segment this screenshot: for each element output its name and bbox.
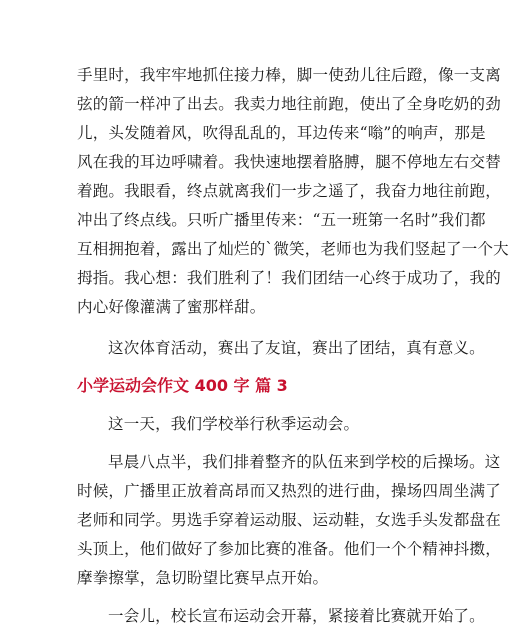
paragraph-4-line-4: 头顶上，他们做好了参加比赛的准备。他们一个个精神抖擞， — [77, 540, 501, 558]
paragraph-1-line-5: 着跑。我眼看，终点就离我们一步之遥了，我奋力地往前跑， — [77, 182, 501, 200]
paragraph-4-line-2: 时候，广播里正放着高昂而又热烈的进行曲，操场四周坐满了 — [77, 482, 501, 500]
paragraph-3-line-1: 这一天，我们学校举行秋季运动会。 — [108, 415, 360, 433]
paragraph-1-line-2: 弦的箭一样冲了出去。我卖力地往前跑，使出了全身吃奶的劲 — [77, 95, 501, 113]
paragraph-1-line-7: 互相拥抱着，露出了灿烂的`微笑，老师也为我们竖起了一个大 — [77, 240, 509, 258]
paragraph-1-line-3: 儿，头发随着风，吹得乱乱的，耳边传来“嗡”的响声，那是 — [77, 124, 486, 142]
section-heading: 小学运动会作文 400 字 篇 3 — [77, 376, 288, 395]
paragraph-1-line-4: 风在我的耳边呼啸着。我快速地摆着胳膊，腿不停地左右交替 — [77, 153, 501, 171]
paragraph-1-line-8: 拇指。我心想：我们胜利了！我们团结一心终于成功了，我的 — [77, 269, 501, 287]
paragraph-2-line-1: 这次体育活动，赛出了友谊，赛出了团结，真有意义。 — [108, 339, 485, 357]
paragraph-4-line-3: 老师和同学。男选手穿着运动服、运动鞋，女选手头发都盘在 — [77, 511, 501, 529]
paragraph-1-line-6: 冲出了终点线。只听广播里传来：“五一班第一名时”我们都 — [77, 211, 486, 229]
paragraph-4-line-1: 早晨八点半，我们排着整齐的队伍来到学校的后操场。这 — [108, 453, 501, 471]
paragraph-4-line-5: 摩拳擦掌，急切盼望比赛早点开始。 — [77, 569, 329, 587]
paragraph-1-line-1: 手里时，我牢牢地抓住接力棒，脚一使劲儿往后蹬，像一支离 — [77, 66, 501, 84]
paragraph-5-line-1: 一会儿，校长宣布运动会开幕，紧接着比赛就开始了。 — [108, 607, 485, 625]
paragraph-1-line-9: 内心好像灌满了蜜那样甜。 — [77, 298, 266, 316]
